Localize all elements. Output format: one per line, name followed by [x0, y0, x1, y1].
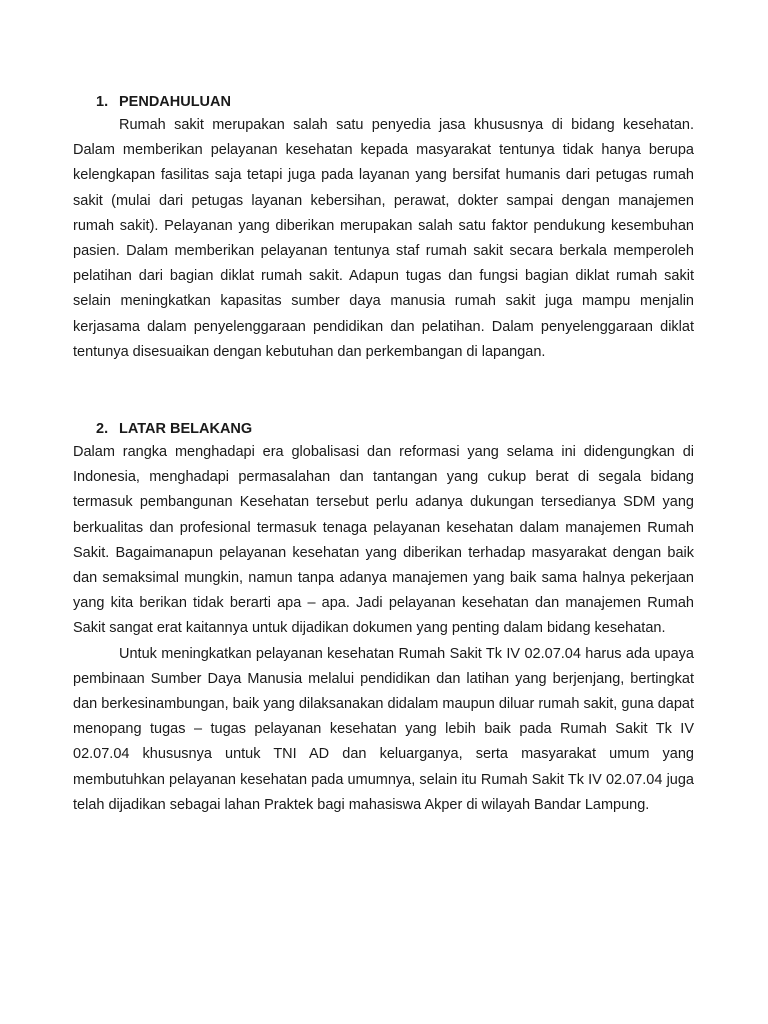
section-latar-belakang — [73, 419, 694, 818]
section-number: 1. — [96, 94, 109, 110]
section-heading — [96, 92, 694, 113]
section-title: PENDAHULUAN — [119, 94, 231, 110]
paragraph: Untuk meningkatkan pelayanan kesehatan Rumah Sakit Tk IV 02.07.04 harus ada upaya pembinaan Sumber Daya Manusia melalui pendidikan dan latihan yang berjenjang, bertingkat dan berkesinambungan, baik yang dilaksanakan didalam maupun diluar rumah sakit, guna dapat menopang tugas – tugas pelayanan kesehatan yang lebih baik pada Rumah Sakit Tk IV 02.07.04 khususnya untuk TNI AD dan keluarganya, serta masyarakat umum yang membutuhkan pelayanan kesehatan pada umumnya, selain itu Rumah Sakit Tk IV 02.07.04 juga telah dijadikan sebagai lahan Praktek bagi mahasiswa Akper di wilayah Bandar Lampung. — [73, 645, 694, 813]
section-title: LATAR BELAKANG — [119, 421, 253, 437]
paragraph: Dalam rangka menghadapi era globalisasi dan reformasi yang selama ini didengungkan di Indonesia, menghadapi permasalahan dan tantangan yang cukup berat di segala bidang termasuk pembangunan Kesehatan tersebut perlu adanya dukungan tersedianya SDM yang berkualitas dan profesional termasuk tenaga pelayanan kesehatan dalam manajemen Rumah Sakit. Bagaimanapun pelayanan kesehatan yang diberikan terhadap masyarakat dengan baik dan semaksimal mungkin, namun tanpa adanya manajemen yang baik sama halnya pekerjaan yang kita berikan tidak berarti apa – apa. Jadi pelayanan kesehatan dan manajemen Rumah Sakit sangat erat kaitannya untuk dijadikan dokumen yang penting dalam bidang kesehatan. — [73, 444, 694, 637]
paragraph: Rumah sakit merupakan salah satu penyedia jasa khususnya di bidang kesehatan. Dalam memberikan pelayanan kesehatan kepada masyarakat tentunya tidak hanya berupa kelengkapan fasilitas saja tetapi juga pada layanan yang bersifat humanis dari petugas rumah sakit (mulai dari petugas layanan kebersihan, perawat, dokter sampai dengan manajemen rumah sakit). Pelayanan yang diberikan merupakan salah satu faktor pendukung kesembuhan pasien. Dalam memberikan pelayanan tentunya staf rumah sakit secara berkala memperoleh pelatihan dari bagian diklat rumah sakit. Adapun tugas dan fungsi bagian diklat rumah sakit selain meningkatkan kapasitas sumber daya manusia rumah sakit juga mampu menjalin kerjasama dalam penyelenggaraan pendidikan dan pelatihan. Dalam penyelenggaraan diklat tentunya disesuaikan dengan kebutuhan dan perkembangan di lapangan. — [73, 117, 694, 360]
section-pendahuluan — [73, 92, 694, 365]
section-number: 2. — [96, 421, 109, 437]
section-heading — [96, 419, 694, 440]
